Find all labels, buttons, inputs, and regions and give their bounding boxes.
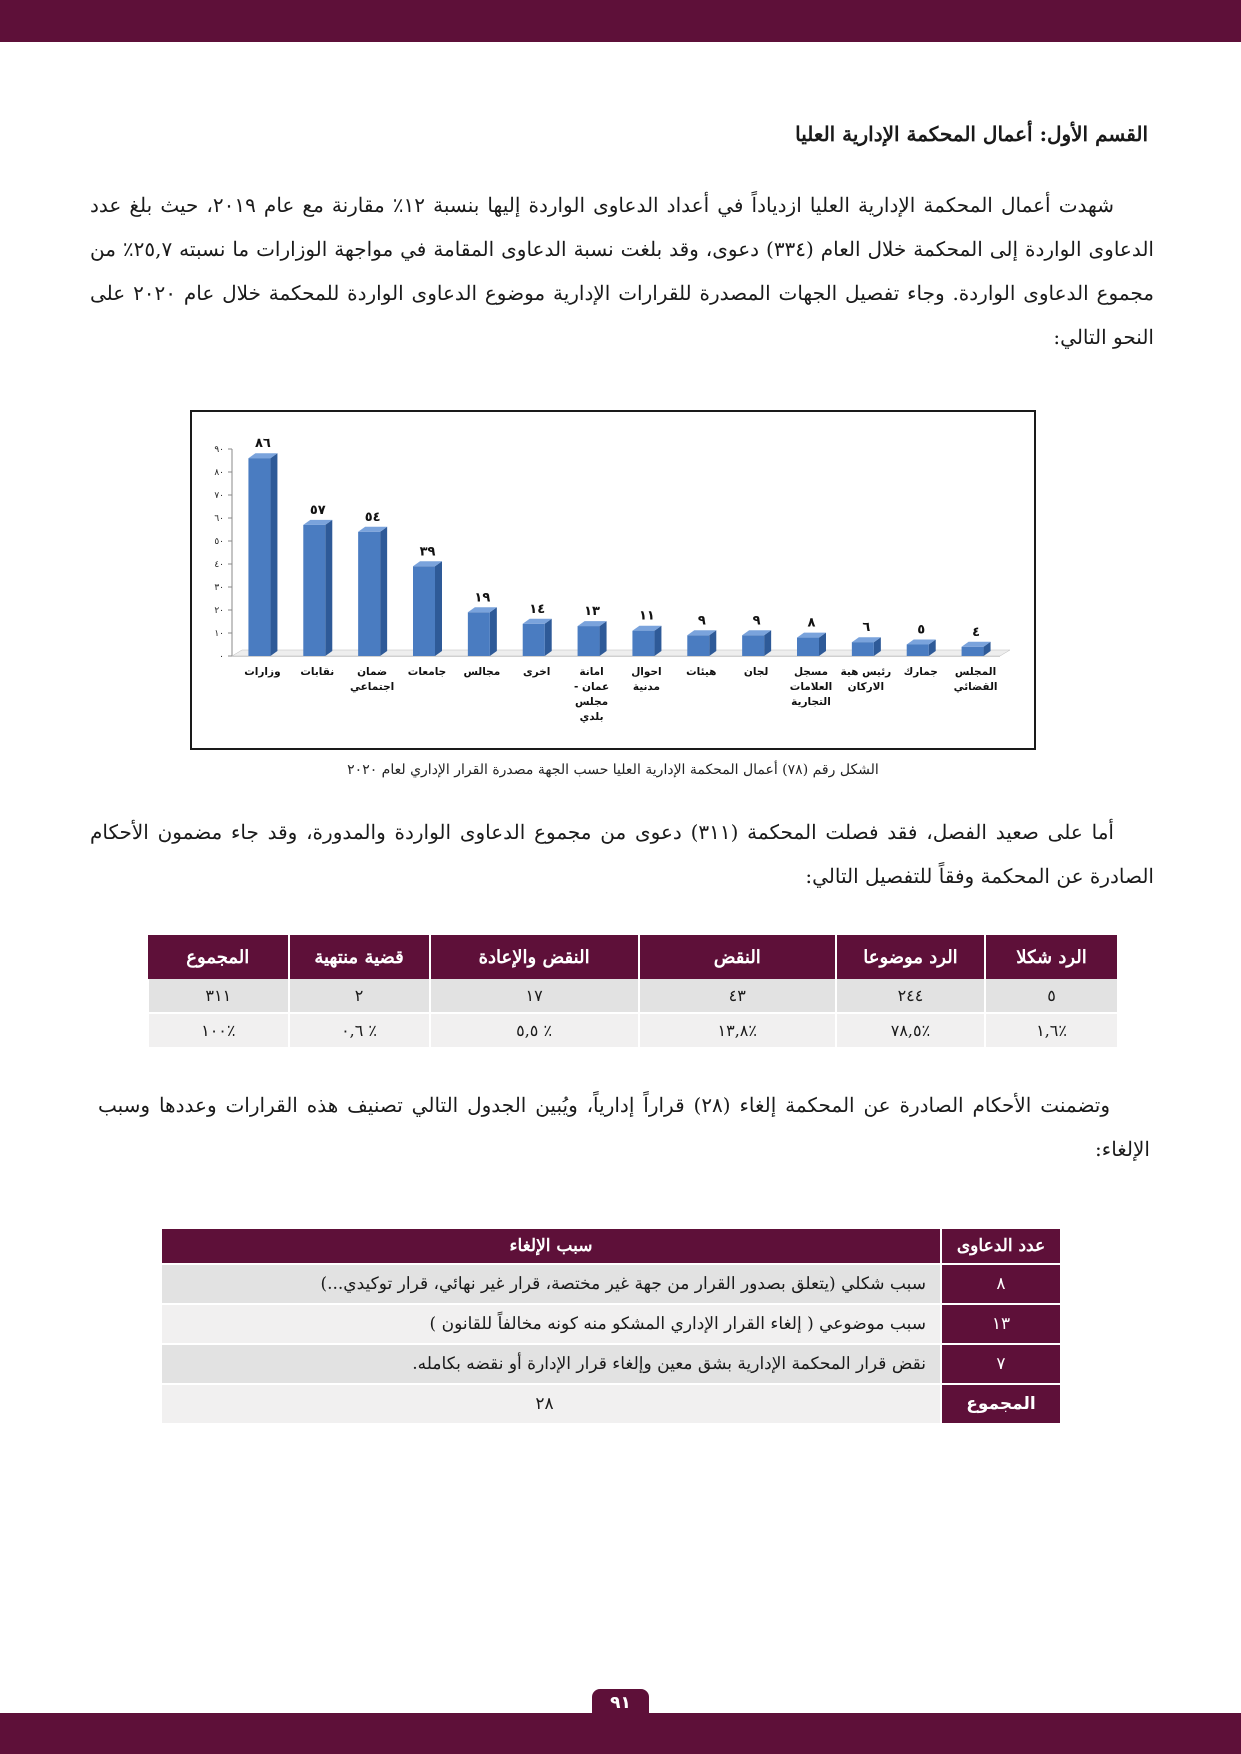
annulment-paragraph-text: وتضمنت الأحكام الصادرة عن المحكمة إلغاء (٢٨) قراراً إدارياً، ويُبين الجدول التالي تصنيف هذه القرارات وعددها وسبب الإلغاء: <box>98 1093 1150 1161</box>
category-label <box>744 666 768 678</box>
bar <box>962 642 991 656</box>
count-cell: ٧ <box>941 1344 1060 1384</box>
data-label: ٨٦ <box>254 436 271 452</box>
bar-front <box>248 458 270 656</box>
reason-cell: سبب شكلي (يتعلق بصدور القرار من جهة غير مختصة، قرار غير نهائي، قرار توكيدي...) <box>162 1264 941 1304</box>
table-header: المجموع <box>148 935 289 979</box>
category-label-line: جامعات <box>407 666 447 678</box>
bar-front <box>523 624 545 656</box>
bar-front <box>962 647 984 656</box>
data-label: ٩ <box>752 613 761 629</box>
bar-front <box>468 612 490 656</box>
bottom-band <box>0 1713 1241 1754</box>
table-row <box>162 1344 1060 1384</box>
bar-front <box>852 642 874 656</box>
category-label <box>954 666 998 693</box>
data-label: ٥٧ <box>309 502 326 518</box>
top-band <box>0 0 1241 42</box>
total-label: المجموع <box>941 1384 1060 1423</box>
bar-front <box>578 626 600 656</box>
bar <box>907 640 936 657</box>
table-cell: ٪ ٥,٥ <box>430 1013 639 1047</box>
category-label-line: رئيس هية <box>840 666 892 678</box>
category-label-line: جمارك <box>903 666 938 678</box>
category-label-line: عمان - <box>574 681 610 693</box>
category-label-line: اجتماعي <box>350 681 395 693</box>
bar-side <box>270 453 277 656</box>
data-label: ٥٤ <box>364 509 381 525</box>
table-header: قضية منتهية <box>289 935 430 979</box>
bar <box>468 607 497 656</box>
bar <box>687 630 716 656</box>
bar-front <box>632 631 654 656</box>
table-header: سبب الإلغاء <box>162 1229 941 1264</box>
category-label-line: مدنية <box>632 681 661 693</box>
category-label <box>904 666 938 678</box>
data-label: ١٣ <box>584 604 601 620</box>
bar <box>797 633 826 656</box>
table-header: عدد الدعاوى <box>941 1229 1060 1264</box>
annulment-paragraph <box>98 1083 1150 1171</box>
bar <box>632 626 661 656</box>
bar-front <box>358 532 380 656</box>
bar-side <box>545 619 552 656</box>
table-row <box>148 979 1117 1013</box>
y-tick-label: ٨٠ <box>214 468 224 478</box>
bar-side <box>325 520 332 656</box>
data-label: ٤ <box>972 624 981 640</box>
category-label <box>840 666 891 693</box>
bar <box>413 561 442 656</box>
section-heading: القسم الأول: أعمال المحكمة الإدارية العليا <box>795 122 1148 146</box>
bar-front <box>742 635 764 656</box>
category-label-line: نقابات <box>300 666 335 678</box>
total-value: ٢٨ <box>162 1384 941 1423</box>
y-tick-label: ٩٠ <box>214 445 224 455</box>
bar-side <box>435 561 442 656</box>
data-label: ٦ <box>862 620 871 636</box>
category-label <box>631 666 661 693</box>
count-cell: ١٣ <box>941 1304 1060 1344</box>
bar-front <box>303 525 325 656</box>
bar-side <box>600 621 607 656</box>
bar-chart-svg <box>192 412 1034 748</box>
y-tick-label: ١٠ <box>214 629 224 639</box>
category-label-line: وزارات <box>244 666 281 678</box>
table-row <box>148 1013 1117 1047</box>
table-cell: ٢ <box>289 979 430 1013</box>
intro-paragraph-text: شهدت أعمال المحكمة الإدارية العليا ازدياداً في أعداد الدعاوى الواردة إليها بنسبة ١٢٪ مقارنة مع عام ٢٠١٩، حيث بلغ عدد الدعاوى الواردة إلى المحكمة خلال العام (٣٣٤) دعوى، وقد بلغت نسبة الدعاوى المقامة في مواجهة الوزارات ما نسبته ٢٥,٧٪ من مجموع الدعاوى الواردة. وجاء تفصيل الجهات المصدرة للقرارات الإدارية موضوع الدعاوى الواردة للمحكمة خلال عام ٢٠٢٠ على النحو التالي: <box>90 193 1154 349</box>
category-label <box>523 666 550 678</box>
table-cell: ٪٧٨,٥ <box>836 1013 985 1047</box>
category-label <box>350 666 394 693</box>
category-label-line: العلامات <box>789 681 833 693</box>
y-tick-label: ٤٠ <box>214 560 224 570</box>
reason-cell: نقض قرار المحكمة الإدارية بشق معين وإلغاء قرار الإدارة أو نقضه بكامله. <box>162 1344 941 1384</box>
category-label-line: ضمان <box>357 666 388 678</box>
table-header-row <box>162 1229 1060 1264</box>
table-row <box>162 1304 1060 1344</box>
table-cell: ٪١٣,٨ <box>639 1013 836 1047</box>
bar-side <box>490 607 497 656</box>
category-label-line: المجلس <box>954 666 997 678</box>
table-cell: ١٧ <box>430 979 639 1013</box>
data-label: ٥ <box>917 622 926 638</box>
y-tick-label: ٧٠ <box>214 491 224 501</box>
table-cell: ٪١٠٠ <box>148 1013 289 1047</box>
category-label <box>686 666 716 678</box>
table-cell: ٢٤٤ <box>836 979 985 1013</box>
table-header: الرد موضوعا <box>836 935 985 979</box>
category-label-line: التجارية <box>791 696 831 708</box>
rulings-distribution-table <box>147 935 1117 1047</box>
category-label <box>790 666 832 708</box>
data-label: ١٤ <box>529 601 546 617</box>
count-cell: ٨ <box>941 1264 1060 1304</box>
bar <box>742 630 771 656</box>
intro-paragraph <box>90 183 1154 359</box>
table-cell: ٤٣ <box>639 979 836 1013</box>
figure-caption: الشكل رقم (٧٨) أعمال المحكمة الإدارية العليا حسب الجهة مصدرة القرار الإداري لعام ٢٠٢٠ <box>347 762 879 778</box>
category-label <box>244 666 280 678</box>
data-label: ٨ <box>807 615 816 631</box>
bar <box>523 619 552 656</box>
y-tick-label: ٦٠ <box>214 514 224 524</box>
table-cell: ٪ ٠,٦ <box>289 1013 430 1047</box>
data-label: ٣٩ <box>419 544 436 560</box>
bar-chart <box>190 410 1036 750</box>
data-label: ١٩ <box>474 590 491 606</box>
table-header: النقض والإعادة <box>430 935 639 979</box>
table-header: النقض <box>639 935 836 979</box>
y-tick-label: ٥٠ <box>214 537 224 547</box>
category-label-line: اخرى <box>523 666 551 678</box>
bar <box>248 453 277 656</box>
table-cell: ٪١,٦ <box>985 1013 1117 1047</box>
table-header-row <box>148 935 1117 979</box>
bar-side <box>654 626 661 656</box>
category-label-line: مجلس <box>574 696 609 708</box>
table-header: الرد شكلا <box>985 935 1117 979</box>
category-label-line: القضائي <box>953 681 998 693</box>
category-label-line: الاركان <box>847 681 885 693</box>
bar <box>303 520 332 656</box>
chart-floor <box>232 650 1010 656</box>
category-label-line: بلدي <box>579 711 604 723</box>
page-number: ٩١ <box>592 1689 649 1715</box>
bar <box>852 637 881 656</box>
table-row <box>162 1264 1060 1304</box>
data-label: ١١ <box>638 608 655 624</box>
table-cell: ٥ <box>985 979 1117 1013</box>
category-label-line: هيئات <box>686 666 717 678</box>
bar-front <box>413 566 435 656</box>
y-tick-label: ٣٠ <box>214 583 224 593</box>
annulment-reasons-table <box>162 1229 1060 1423</box>
data-label: ٩ <box>697 613 706 629</box>
category-label-line: لجان <box>743 666 769 678</box>
category-label-line: احوال <box>631 666 662 678</box>
category-label-line: مجالس <box>463 666 501 678</box>
rulings-paragraph <box>90 810 1154 898</box>
y-tick-label: ٢٠ <box>214 606 224 616</box>
reason-cell: سبب موضوعي ( إلغاء القرار الإداري المشكو منه كونه مخالفاً للقانون ) <box>162 1304 941 1344</box>
bar <box>358 527 387 656</box>
category-label <box>408 666 446 678</box>
rulings-paragraph-text: أما على صعيد الفصل، فقد فصلت المحكمة (٣١١) دعوى من مجموع الدعاوى الواردة والمدورة، وقد جاء مضمون الأحكام الصادرة عن المحكمة وفقاً للتفصيل التالي: <box>90 820 1154 888</box>
table-cell: ٣١١ <box>148 979 289 1013</box>
bar-front <box>907 645 929 657</box>
category-label <box>463 666 500 678</box>
total-row <box>162 1384 1060 1423</box>
category-label <box>300 666 334 678</box>
bar-front <box>797 638 819 656</box>
y-tick-label: ٠ <box>219 652 224 662</box>
bar <box>578 621 607 656</box>
category-label <box>574 666 609 723</box>
category-label-line: مسجل <box>793 666 829 678</box>
bar-front <box>687 635 709 656</box>
bar-side <box>380 527 387 656</box>
category-label-line: امانة <box>579 666 604 678</box>
